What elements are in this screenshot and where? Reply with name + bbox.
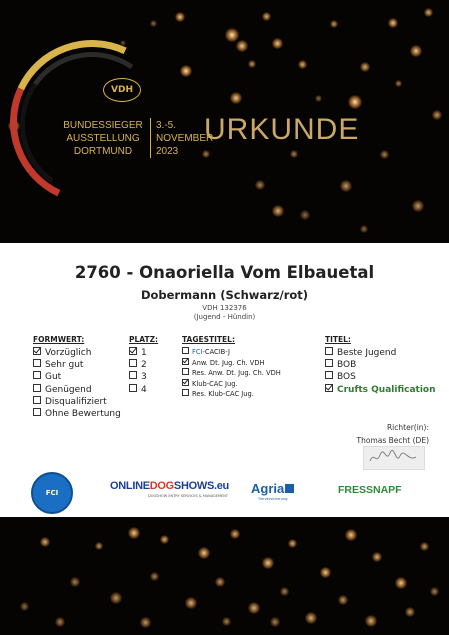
titel-option-label: Beste Jugend bbox=[337, 348, 397, 358]
titel-option-label: BOS bbox=[337, 372, 356, 383]
unchecked-box-icon bbox=[182, 368, 189, 375]
checked-box-icon bbox=[182, 379, 189, 386]
agria-mark-icon bbox=[285, 484, 294, 493]
bokeh-light bbox=[360, 62, 370, 72]
bokeh-light bbox=[230, 529, 240, 539]
platz-option-label: 4 bbox=[141, 384, 147, 395]
bokeh-light bbox=[410, 45, 422, 57]
tagestitel-option bbox=[182, 368, 281, 379]
bokeh-light bbox=[288, 539, 297, 548]
bokeh-light bbox=[55, 617, 65, 627]
formwert-option bbox=[33, 359, 121, 371]
platz-option bbox=[129, 359, 158, 371]
unchecked-box-icon bbox=[325, 359, 333, 367]
platz-option bbox=[129, 347, 158, 359]
dog-breed: Dobermann (Schwarz/rot) bbox=[140, 288, 309, 302]
bokeh-light bbox=[222, 617, 231, 626]
platz-option-label: 2 bbox=[141, 360, 147, 371]
bokeh-light bbox=[140, 617, 151, 628]
bokeh-light bbox=[175, 12, 185, 22]
tagestitel-option bbox=[182, 379, 281, 390]
bokeh-light bbox=[272, 205, 284, 217]
formwert-column bbox=[33, 335, 121, 420]
formwert-option bbox=[33, 408, 121, 420]
tagestitel-option bbox=[182, 358, 281, 369]
bokeh-light bbox=[248, 60, 256, 68]
unchecked-box-icon bbox=[33, 408, 41, 416]
tagestitel-column bbox=[182, 335, 281, 400]
ods-logo-part: DOG bbox=[149, 480, 174, 492]
bokeh-light bbox=[340, 180, 352, 192]
registration-number: VDH 132376 bbox=[202, 304, 247, 312]
formwert-option-label: Vorzüglich bbox=[45, 348, 92, 358]
titel-option-label: BOB bbox=[337, 360, 357, 371]
bokeh-light bbox=[198, 547, 210, 559]
unchecked-box-icon bbox=[129, 371, 137, 379]
bokeh-light bbox=[270, 617, 280, 627]
bokeh-light bbox=[305, 612, 317, 624]
bokeh-light bbox=[365, 615, 377, 627]
platz-heading: PLATZ: bbox=[129, 335, 159, 344]
bokeh-light bbox=[420, 542, 429, 551]
titel-heading: TITEL: bbox=[325, 335, 351, 344]
titel-option bbox=[325, 347, 436, 359]
onlinedogshows-tagline: DOGSHOW ENTRY SERVICES & MANAGEMENT bbox=[148, 494, 228, 498]
bokeh-light bbox=[360, 225, 368, 233]
titel-column bbox=[325, 335, 436, 396]
header-band bbox=[0, 0, 449, 243]
unchecked-box-icon bbox=[33, 384, 41, 392]
formwert-option-label: Disqualifiziert bbox=[45, 396, 107, 407]
bokeh-light bbox=[185, 597, 197, 609]
formwert-option-label: Genügend bbox=[45, 384, 92, 395]
bokeh-light bbox=[298, 60, 307, 69]
onlinedogshows-logo bbox=[110, 480, 229, 492]
judge-name: Thomas Becht (DE) bbox=[356, 436, 429, 445]
bokeh-light bbox=[380, 150, 389, 159]
unchecked-box-icon bbox=[129, 359, 137, 367]
bokeh-light bbox=[315, 95, 322, 102]
formwert-option bbox=[33, 384, 121, 396]
bokeh-light bbox=[300, 210, 310, 220]
unchecked-box-icon bbox=[325, 371, 333, 379]
unchecked-box-icon bbox=[33, 371, 41, 379]
fressnapf-logo: FRESSNAPF bbox=[338, 484, 402, 496]
bokeh-light bbox=[150, 20, 157, 27]
platz-option-label: 1 bbox=[141, 348, 147, 358]
tagestitel-option-prefix: FCI- bbox=[192, 348, 205, 356]
formwert-option bbox=[33, 347, 121, 359]
footer-band bbox=[0, 517, 449, 635]
tagestitel-option bbox=[182, 347, 281, 358]
event-name-line: BUNDESSIEGER bbox=[63, 120, 143, 131]
bokeh-light bbox=[70, 577, 80, 587]
bokeh-light bbox=[255, 180, 265, 190]
bokeh-light bbox=[230, 92, 242, 104]
titel-option bbox=[325, 371, 436, 383]
bokeh-light bbox=[150, 572, 159, 581]
bokeh-light bbox=[395, 577, 407, 589]
bokeh-light bbox=[20, 602, 29, 611]
dog-name: 2760 - Onaoriella Vom Elbauetal bbox=[74, 263, 375, 282]
bokeh-light bbox=[345, 529, 357, 541]
formwert-option bbox=[33, 371, 121, 383]
bokeh-light bbox=[430, 587, 439, 596]
event-date-line: 3.-5. bbox=[156, 120, 177, 131]
bokeh-light bbox=[432, 110, 442, 120]
signature-scribble bbox=[364, 447, 424, 469]
bokeh-light bbox=[424, 8, 433, 17]
checked-box-icon bbox=[33, 347, 41, 355]
unchecked-box-icon bbox=[325, 347, 333, 355]
event-name-line: AUSSTELLUNG bbox=[66, 133, 140, 144]
titel-option bbox=[325, 359, 436, 371]
platz-option bbox=[129, 371, 158, 383]
unchecked-box-icon bbox=[33, 396, 41, 404]
formwert-option-label: Sehr gut bbox=[45, 360, 84, 371]
bokeh-light bbox=[330, 20, 338, 28]
ods-logo-part: SHOWS.eu bbox=[173, 480, 229, 492]
bokeh-light bbox=[290, 150, 298, 158]
checked-box-icon bbox=[325, 384, 333, 392]
formwert-option-label: Gut bbox=[45, 372, 62, 383]
event-name bbox=[60, 119, 146, 158]
bokeh-light bbox=[160, 535, 169, 544]
tagestitel-option-label: CACIB-J bbox=[204, 348, 231, 356]
platz-option bbox=[129, 384, 158, 396]
bokeh-light bbox=[180, 65, 192, 77]
logo-divider bbox=[150, 118, 151, 158]
bokeh-light bbox=[405, 607, 415, 617]
bokeh-light bbox=[272, 38, 283, 49]
bokeh-light bbox=[215, 577, 225, 587]
platz-option-label: 3 bbox=[141, 372, 147, 383]
vdh-badge: VDH bbox=[103, 78, 141, 102]
checked-box-icon bbox=[182, 358, 189, 365]
event-date-line: NOVEMBER bbox=[156, 133, 214, 144]
bokeh-light bbox=[320, 567, 331, 578]
tagestitel-option-label: Anw. Dt. Jug. Ch. VDH bbox=[192, 358, 265, 367]
formwert-heading: FORMWERT: bbox=[33, 335, 85, 344]
unchecked-box-icon bbox=[33, 359, 41, 367]
bokeh-light bbox=[280, 587, 289, 596]
checked-box-icon bbox=[129, 347, 137, 355]
bokeh-light bbox=[348, 95, 362, 109]
show-class: (Jugend - Hündin) bbox=[193, 313, 256, 321]
unchecked-box-icon bbox=[182, 347, 189, 354]
judge-label: Richter(in): bbox=[386, 423, 429, 432]
agria-logo: Agria bbox=[251, 481, 285, 496]
event-name-line: DORTMUND bbox=[73, 146, 133, 157]
titel-option bbox=[325, 384, 436, 396]
bokeh-light bbox=[262, 12, 271, 21]
tagestitel-option bbox=[182, 389, 281, 400]
tagestitel-option-label: Res. Anw. Dt. Jug. Ch. VDH bbox=[192, 369, 281, 377]
agria-tagline: Tierversicherung bbox=[258, 497, 288, 501]
bokeh-light bbox=[372, 552, 382, 562]
titel-option-label: Crufts Qualification bbox=[337, 384, 436, 395]
bokeh-light bbox=[395, 80, 402, 87]
bokeh-light bbox=[388, 18, 398, 28]
fci-logo: FCI bbox=[31, 472, 73, 514]
bokeh-light bbox=[40, 537, 50, 547]
formwert-option bbox=[33, 396, 121, 408]
event-date-line: 2023 bbox=[156, 146, 179, 157]
bokeh-light bbox=[110, 592, 122, 604]
unchecked-box-icon bbox=[182, 389, 189, 396]
bokeh-light bbox=[412, 200, 424, 212]
tagestitel-option-label: Klub-CAC Jug. bbox=[192, 379, 238, 388]
bokeh-light bbox=[128, 527, 140, 539]
platz-column bbox=[129, 335, 158, 396]
tagestitel-option-label: Res. Klub-CAC Jug. bbox=[192, 390, 254, 398]
ods-logo-part: ONLINE bbox=[110, 480, 150, 492]
document-title: URKUNDE bbox=[204, 113, 360, 146]
bokeh-light bbox=[95, 542, 103, 550]
bokeh-light bbox=[262, 557, 274, 569]
judge-signature bbox=[363, 446, 425, 470]
formwert-option-label: Ohne Bewertung bbox=[45, 409, 121, 420]
bokeh-light bbox=[236, 40, 248, 52]
certificate-body bbox=[0, 243, 449, 517]
tagestitel-heading: TAGESTITEL: bbox=[182, 335, 235, 344]
unchecked-box-icon bbox=[129, 384, 137, 392]
bokeh-light bbox=[338, 595, 348, 605]
bokeh-light bbox=[248, 602, 260, 614]
bokeh-light bbox=[225, 28, 239, 42]
